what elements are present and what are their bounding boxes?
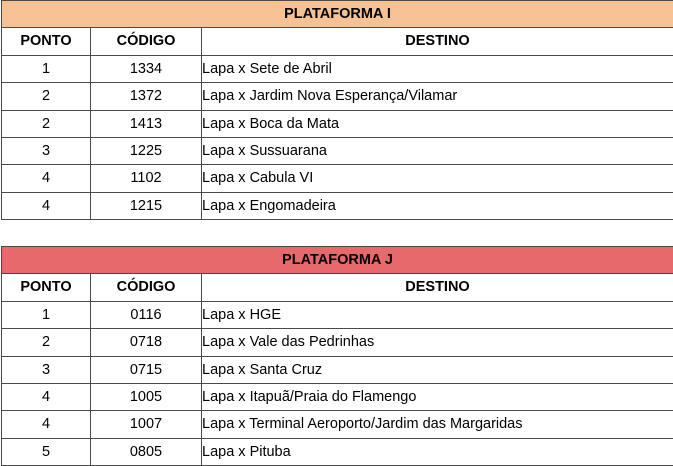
cell-codigo: 1215: [91, 192, 202, 219]
cell-codigo: 0718: [91, 329, 202, 356]
cell-codigo: 1102: [91, 165, 202, 192]
cell-ponto: 1: [2, 55, 91, 82]
cell-codigo: 1334: [91, 55, 202, 82]
table-title: PLATAFORMA J: [2, 247, 673, 274]
cell-destino: Lapa x Terminal Aeroporto/Jardim das Margaridas: [202, 411, 673, 438]
cell-ponto: 4: [2, 165, 91, 192]
table-row: [2, 411, 673, 438]
cell-destino: Lapa x Boca da Mata: [202, 110, 673, 137]
table-title: PLATAFORMA I: [2, 1, 673, 28]
table-row: [2, 192, 673, 219]
cell-ponto: 4: [2, 384, 91, 411]
table-row: [2, 83, 673, 110]
table-row: [2, 138, 673, 165]
cell-ponto: 3: [2, 138, 91, 165]
table-row: [2, 329, 673, 356]
cell-codigo: 1007: [91, 411, 202, 438]
cell-ponto: 4: [2, 192, 91, 219]
cell-ponto: 2: [2, 110, 91, 137]
column-header-destino: DESTINO: [202, 28, 673, 55]
cell-destino: Lapa x Sussuarana: [202, 138, 673, 165]
table-row: [2, 384, 673, 411]
cell-destino: Lapa x Itapuã/Praia do Flamengo: [202, 384, 673, 411]
cell-codigo: 0116: [91, 301, 202, 328]
table-row: [2, 110, 673, 137]
column-header-codigo: CÓDIGO: [91, 274, 202, 301]
cell-codigo: 0805: [91, 438, 202, 465]
column-header-ponto: PONTO: [2, 28, 91, 55]
platform-j-table: [1, 246, 673, 466]
table-row: [2, 438, 673, 465]
cell-destino: Lapa x Cabula VI: [202, 165, 673, 192]
column-header-codigo: CÓDIGO: [91, 28, 202, 55]
cell-destino: Lapa x Santa Cruz: [202, 356, 673, 383]
cell-codigo: 0715: [91, 356, 202, 383]
column-header-row: [2, 28, 673, 55]
cell-destino: Lapa x Jardim Nova Esperança/Vilamar: [202, 83, 673, 110]
table-title-row: [2, 247, 673, 274]
table-row: [2, 356, 673, 383]
cell-ponto: 4: [2, 411, 91, 438]
table-row: [2, 55, 673, 82]
table-row: [2, 165, 673, 192]
cell-destino: Lapa x Engomadeira: [202, 192, 673, 219]
cell-destino: Lapa x HGE: [202, 301, 673, 328]
column-header-ponto: PONTO: [2, 274, 91, 301]
table-row: [2, 301, 673, 328]
cell-ponto: 1: [2, 301, 91, 328]
platform-i-table: [1, 0, 673, 220]
cell-destino: Lapa x Pituba: [202, 438, 673, 465]
cell-codigo: 1413: [91, 110, 202, 137]
cell-codigo: 1005: [91, 384, 202, 411]
cell-codigo: 1225: [91, 138, 202, 165]
cell-ponto: 2: [2, 329, 91, 356]
table-title-row: [2, 1, 673, 28]
cell-ponto: 3: [2, 356, 91, 383]
cell-destino: Lapa x Sete de Abril: [202, 55, 673, 82]
column-header-destino: DESTINO: [202, 274, 673, 301]
cell-destino: Lapa x Vale das Pedrinhas: [202, 329, 673, 356]
column-header-row: [2, 274, 673, 301]
cell-ponto: 5: [2, 438, 91, 465]
cell-ponto: 2: [2, 83, 91, 110]
cell-codigo: 1372: [91, 83, 202, 110]
